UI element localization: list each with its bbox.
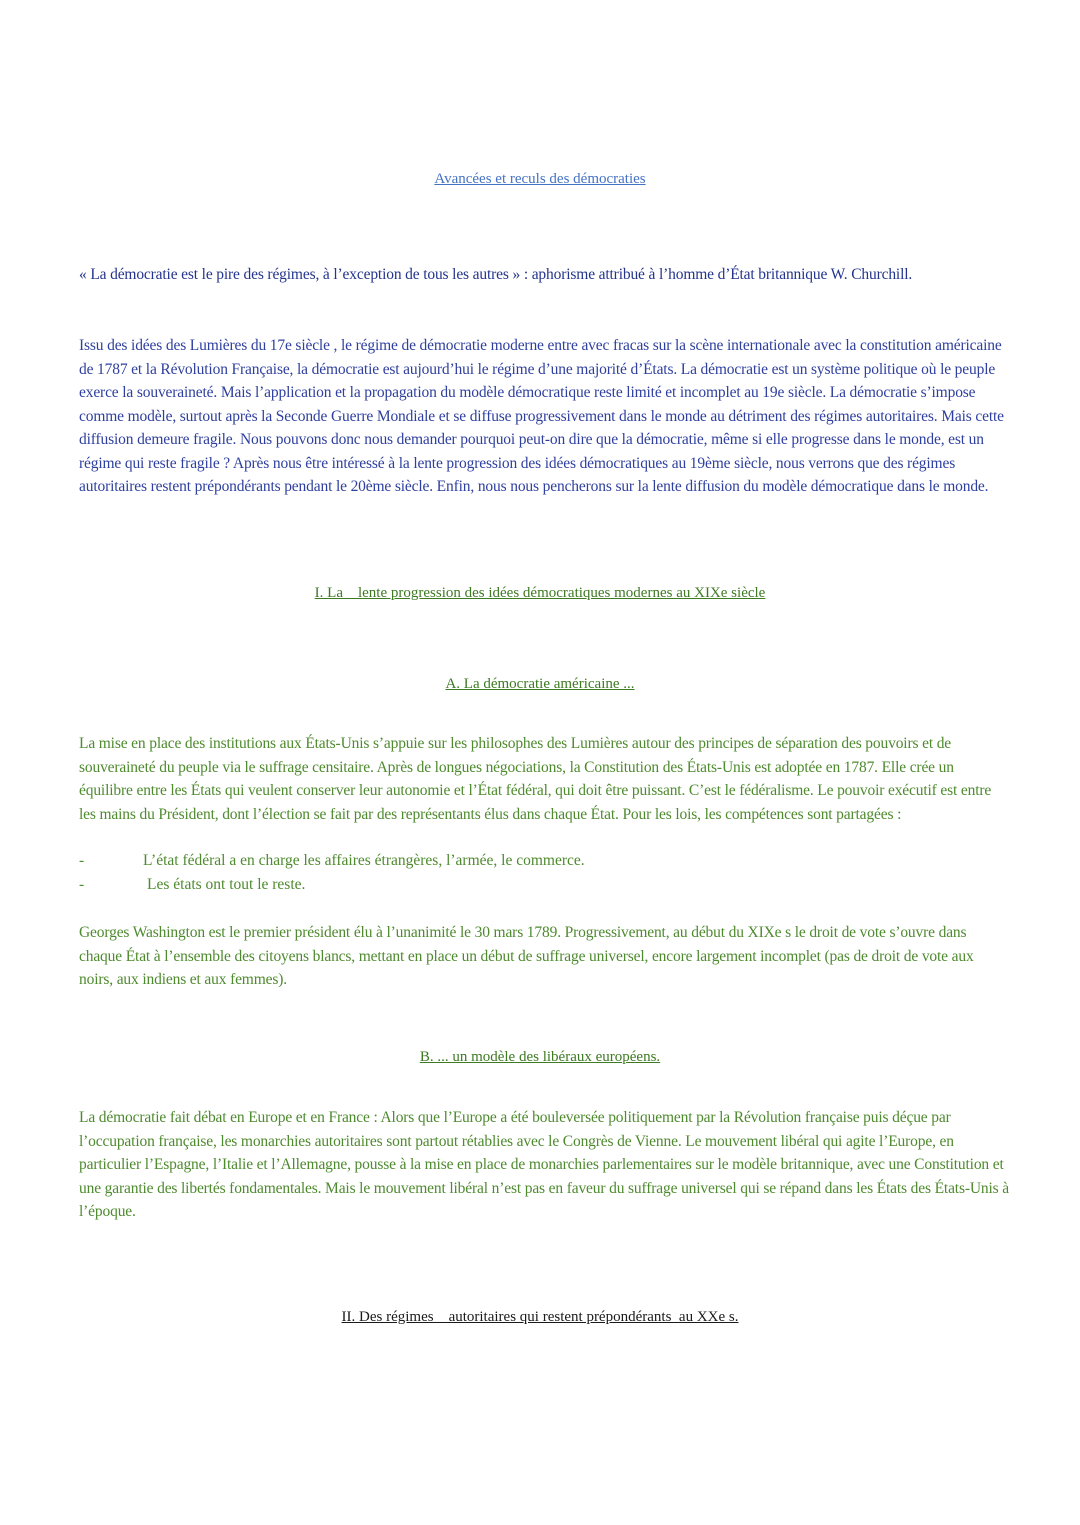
bullet-dash: - — [79, 876, 85, 893]
opening-quote: « La démocratie est le pire des régimes, à l’exception de tous les autres » : aphorisme attribué à l’homme d’État britannique W. Churchill. — [79, 266, 913, 283]
subsection-b-heading: B. ... un modèle des libéraux européens. — [419, 1049, 661, 1065]
section-1-heading: I. La lente progression des idées démocratiques modernes au XIXe siècle — [314, 585, 766, 601]
bullet-text: Les états ont tout le reste. — [147, 876, 306, 893]
bullet-dash: - — [79, 852, 85, 869]
list-item — [79, 849, 585, 873]
list-item — [79, 873, 305, 897]
subsection-a-heading: A. La démocratie américaine ... — [445, 676, 635, 692]
document-title: Avancées et reculs des démocraties — [434, 171, 646, 187]
subsection-a-paragraph-2: Georges Washington est le premier président élu à l’unanimité le 30 mars 1789. Progressivement, au début du XIXe s le droit de vote s’ouvre dans chaque État à l’ensemble des citoyens blancs, mettant en place un début de suffrage universel, encore largement incomplet (pas de droit de vote aux noirs, aux indiens et aux femmes). — [79, 924, 974, 988]
bullet-text: L’état fédéral a en charge les affaires étrangères, l’armée, le commerce. — [143, 852, 585, 869]
introduction-paragraph: Issu des idées des Lumières du 17e siècle , le régime de démocratie moderne entre avec fracas sur la scène internationale avec la constitution américaine de 1787 et la Révolution Française, la démocratie est aujourd’hui le régime d’une majorité d’États. La démocratie est un système politique où le peuple exerce la souveraineté. Mais l’application et la propagation du modèle démocratique reste limité et incomplet au 19e siècle. La démocratie s’impose comme modèle, surtout après la Seconde Guerre Mondiale et se diffuse progressivement dans le monde au détriment des régimes autoritaires. Mais cette diffusion demeure fragile. Nous pouvons donc nous demander pourquoi peut-on dire que la démocratie, même si elle progresse dans le monde, est un régime qui reste fragile ? Après nous être intéressé à la lente progression des idées démocratiques au 19ème siècle, nous verrons que des régimes autoritaires restent prépondérants pendant le 20ème siècle. Enfin, nous nous pencherons sur la lente diffusion du modèle démocratique dans le monde. — [79, 337, 1004, 495]
subsection-a-paragraph-1: La mise en place des institutions aux États-Unis s’appuie sur les philosophes des Lumières autour des principes de séparation des pouvoirs et de souveraineté du peuple via le suffrage censitaire. Après de longues négociations, la Constitution des États-Unis est adoptée en 1787. Elle crée un équilibre entre les États qui veulent conserver leur autonomie et l’État fédéral, qui doit être puissant. C’est le fédéralisme. Le pouvoir exécutif est entre les mains du Président, dont l’élection se fait par des représentants élus dans chaque État. Pour les lois, les compétences sont partagées : — [79, 735, 992, 823]
subsection-b-paragraph: La démocratie fait débat en Europe et en France : Alors que l’Europe a été bouleversée politiquement par la Révolution française puis déçue par l’occupation française, les monarchies autoritaires sont partout rétablies avec le Congrès de Vienne. Le mouvement libéral qui agite l’Europe, en particulier l’Espagne, l’Italie et l’Allemagne, pousse à la mise en place de monarchies parlementaires sur le modèle britannique, avec une Constitution et une garantie des libertés fondamentales. Mais le mouvement libéral n’est pas en faveur du suffrage universel qui se répand dans les États des États-Unis à l’époque. — [79, 1109, 1009, 1220]
section-2-heading: II. Des régimes autoritaires qui restent prépondérants au XXe s. — [341, 1309, 739, 1325]
